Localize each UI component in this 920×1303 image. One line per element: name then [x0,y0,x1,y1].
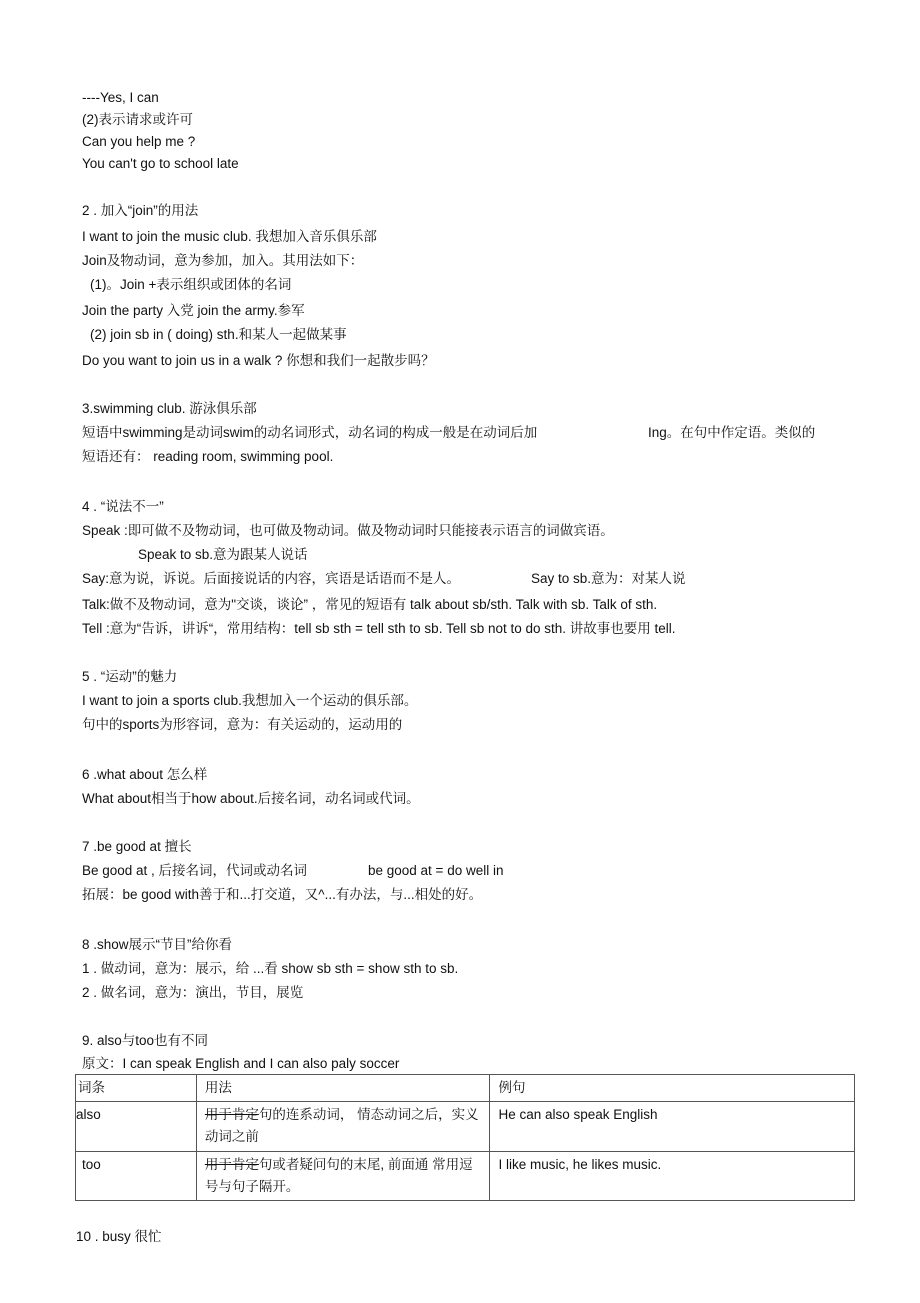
section-heading: 2 . 加入“join”的用法 [82,203,199,218]
table-header-cell: 用法 [196,1075,490,1102]
table-cell-usage [196,1152,490,1201]
section-heading: 8 .show展示“节目”给你看 [82,937,233,952]
section-heading: 7 .be good at 擅长 [82,839,192,854]
text-line: 原文：I can speak English and I can also paly soccer [82,1056,400,1071]
table-row [76,1102,855,1152]
table-cell-word: too [76,1152,197,1201]
section-heading: 10 . busy 很忙 [76,1229,162,1244]
text-line: 短语还有： reading room, swimming pool. [82,449,334,464]
text-line: I want to join the music club. 我想加入音乐俱乐部 [82,229,377,244]
section-heading: 4 . “说法不一” [82,499,164,514]
table-cell-word: also [76,1102,197,1152]
usage-text: 句或者疑问句的末尾, 前面通 常用逗号与句子隔开。 [204,1157,473,1194]
text-line: Say to sb.意为：对某人说 [531,571,686,586]
struck-text: 用于肯定 [204,1157,259,1172]
text-line: 句中的sports为形容词，意为：有关运动的，运动用的 [82,717,403,732]
table-cell-example: I like music, he likes music. [490,1152,855,1201]
usage-text: 句的连系动词， 情态动词之后，实义动词之前 [204,1107,479,1144]
text-line: Join the party 入党 join the army.参军 [82,303,305,318]
text-line: Tell :意为“告诉，讲诉“，常用结构：tell sb sth = tell sth to sb. Tell sb not to do sth. 讲故事也要用 tell. [82,621,676,636]
table-header-row [76,1075,855,1102]
text-line: Talk:做不及物动词，意为"交谈，谈论” ，常见的短语有 talk about sb/sth. Talk with sb. Talk of sth. [82,597,658,612]
text-line: Do you want to join us in a walk ? 你想和我们一起散步吗？ [82,353,435,368]
text-line: Be good at , 后接名词，代词或动名词 [82,863,308,878]
text-line: Speak :即可做不及物动词，也可做及物动词。做及物动词时只能接表示语言的词做宾语。 [82,523,614,538]
text-line: 短语中swimming是动词swim的动名词形式，动名词的构成一般是在动词后加 [82,425,538,440]
section-heading: 9. also与too也有不同 [82,1033,209,1048]
text-line: 拓展：be good with善于和...打交道，又^...有办法，与...相处的好。 [82,887,483,902]
text-line: You can't go to school late [82,156,239,171]
text-line: What about相当于how about.后接名词，动名词或代词。 [82,791,420,806]
table-cell-example: He can also speak English [490,1102,855,1152]
text-line: 2 . 做名词，意为：演出，节目，展览 [82,985,304,1000]
table-header-cell: 例句 [490,1075,855,1102]
section-heading: 5 . “运动”的魅力 [82,669,178,684]
text-line: I want to join a sports club.我想加入一个运动的俱乐部。 [82,693,418,708]
text-line: Say:意为说，诉说。后面接说话的内容，宾语是话语而不是人。 [82,571,461,586]
text-line: be good at = do well in [368,863,504,878]
text-line: (1)。Join +表示组织或团体的名词 [90,277,292,292]
section-heading: 6 .what about 怎么样 [82,767,208,782]
text-line: 1 . 做动词，意为：展示，给 ...看 show sb sth = show sth to sb. [82,961,459,976]
table-header-cell: 词条 [76,1075,197,1102]
text-line: Speak to sb.意为跟某人说话 [138,547,308,562]
text-line: Can you help me ? [82,134,196,149]
comparison-table [75,1074,855,1201]
table-row [76,1152,855,1201]
text-line: ----Yes, I can [82,90,159,105]
section-heading: 3.swimming club. 游泳俱乐部 [82,401,257,416]
text-line: Join及物动词，意为参加，加入。其用法如下： [82,253,364,268]
struck-text: 用于肯定 [204,1107,259,1122]
text-line: (2)表示请求或许可 [82,112,193,127]
text-line: Ing。在句中作定语。类似的 [648,425,816,440]
table-cell-usage [196,1102,490,1152]
text-line: (2) join sb in ( doing) sth.和某人一起做某事 [90,327,347,342]
